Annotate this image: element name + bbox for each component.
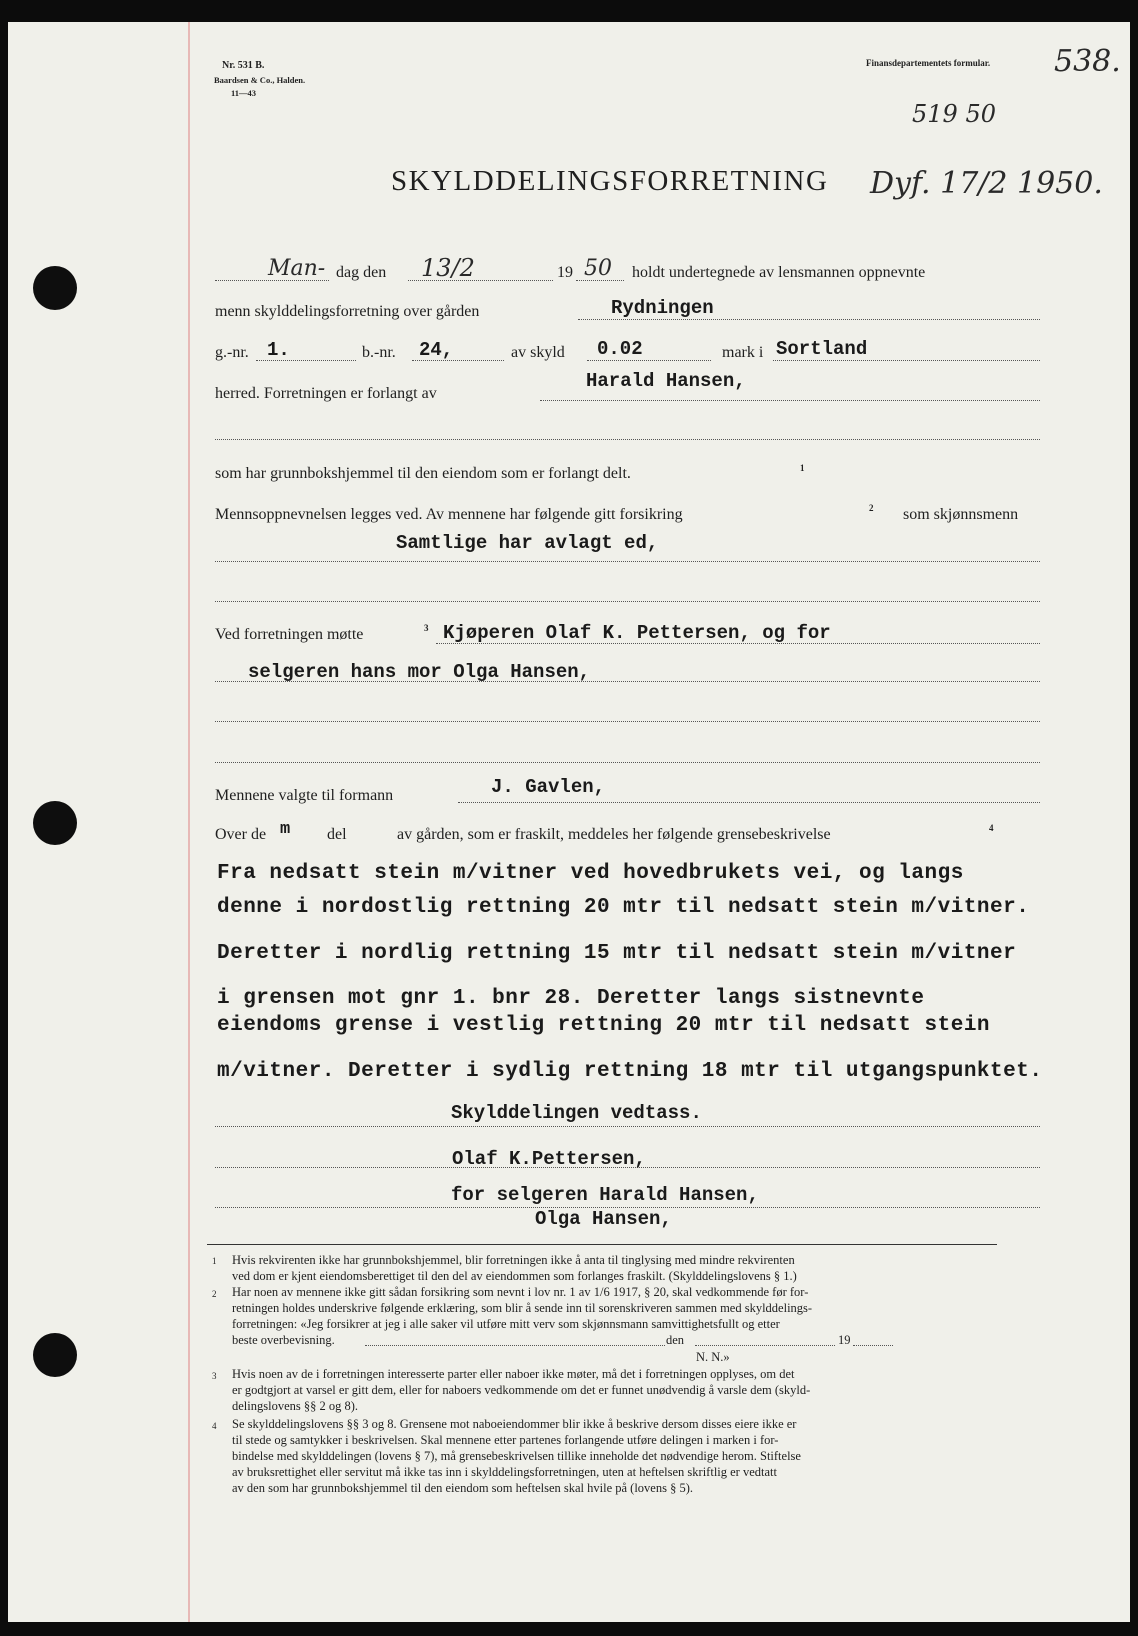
label-gnr: g.-nr. <box>215 344 249 361</box>
label-del: del <box>327 826 347 843</box>
footnote-4-line-4: av bruksrettighet eller servitut må ikke tas inn i skylddelingsforretningen, uten at heftelsen skriftlig er vedtatt <box>232 1465 777 1479</box>
approval-text: Skylddelingen vedtass. <box>451 1102 702 1124</box>
description-line-3: Deretter i nordlig rettning 15 mtr til nedsatt stein m/vitner <box>217 942 1017 965</box>
footnote-2-nn: N. N.» <box>696 1350 730 1364</box>
label-herred: herred. Forretningen er forlangt av <box>215 385 437 402</box>
bnr: 24, <box>419 339 454 361</box>
label-over: Over de <box>215 826 267 843</box>
attended-line-2: selgeren hans mor Olga Hansen, <box>248 661 591 683</box>
signature-line-3: Olga Hansen, <box>535 1208 672 1230</box>
footnote-4-line-1: Se skylddelingslovens §§ 3 og 8. Grensene mot naboeiendommer blir ikke å beskrive dersom disses eiere ikke er <box>232 1417 797 1431</box>
label-menn: Mennsoppnevnelsen legges ved. Av mennene har følgende gitt forsikring <box>215 506 683 523</box>
footnote-2-line-1: Har noen av mennene ikke gitt sådan forsikring som nevnt i lov nr. 1 av 1/6 1917, § 20, skal vedkommende før for- <box>232 1285 809 1299</box>
footnote-1-mark: 1 <box>212 1256 217 1266</box>
footnote-2-line-3: forretningen: «Jeg forsikrer at jeg i alle saker vil utføre mitt verv som skjønnsmann samvittighetsfullt og etter <box>232 1317 780 1331</box>
label-hjemmel: som har grunnbokshjemmel til den eiendom som er forlangt delt. <box>215 465 631 482</box>
municipality: Sortland <box>776 338 868 360</box>
printer-name: Baardsen & Co., Halden. <box>214 75 306 85</box>
footnote-4-line-5: av den som har grunnbokshjemmel til den eiendom som heftelsen skal hvile på (lovens § 5). <box>232 1481 694 1495</box>
footnote-1-line-1: Hvis rekvirenten ikke har grunnbokshjemmel, blir forretningen ikke å anta til tinglysing med mindre rekvirenten <box>232 1253 795 1267</box>
year-prefix: 19 <box>557 264 573 281</box>
label-holdt: holdt undertegnede av lensmannen oppnevnte <box>632 264 926 281</box>
footnote-ref-2: 2 <box>869 503 874 513</box>
page-number-handwritten: 538. <box>1054 44 1121 79</box>
label-formann: Mennene valgte til formann <box>215 787 394 804</box>
over-handwritten: m <box>280 820 291 839</box>
label-skyld: av skyld <box>511 344 565 361</box>
year: 50 <box>584 256 612 281</box>
punch-hole-middle <box>33 801 77 845</box>
footnote-3-mark: 3 <box>212 1371 217 1381</box>
footnote-ref-1: 1 <box>800 463 805 473</box>
label-motte: Ved forretningen møtte <box>215 626 364 643</box>
skyld-value: 0.02 <box>597 338 643 360</box>
footnote-ref-4: 4 <box>989 823 994 833</box>
register-number-handwritten: 519 50 <box>912 100 996 128</box>
weekday: Man- <box>268 256 326 281</box>
farm-name: Rydningen <box>611 297 714 319</box>
punch-hole-top <box>33 266 77 310</box>
description-line-4: i grensen mot gnr 1. bnr 28. Deretter langs sistnevnte <box>217 987 925 1010</box>
oath-text: Samtlige har avlagt ed, <box>396 532 659 554</box>
footnote-3-line-3: delingslovens §§ 2 og 8). <box>232 1399 359 1413</box>
description-line-6: m/vitner. Deretter i sydlig rettning 18 mtr til utgangspunktet. <box>217 1060 1043 1083</box>
chairman: J. Gavlen, <box>491 776 606 798</box>
description-line-5: eiendoms grense i vestlig rettning 20 mtr til nedsatt stein <box>217 1014 991 1037</box>
footnote-2-line-2: retningen holdes underskrive følgende erklæring, som blir å sende inn til sorenskriveren sammen med skylddelings- <box>232 1301 813 1315</box>
footnote-3-line-2: er godtgjort at varsel er gitt dem, eller for naboers vedkommende om det er funnet unødvendig å varsle dem (skyld- <box>232 1383 811 1397</box>
footnote-1-line-2: ved dom er kjent eiendomsberettiget til den del av eiendommen som forlanges fraskilt. (Skylddelingslovens § 1.) <box>232 1269 797 1283</box>
document-title: SKYLDDELINGSFORRETNING <box>391 165 829 197</box>
description-line-1: Fra nedsatt stein m/vitner ved hovedbrukets vei, og langs <box>217 862 964 885</box>
footnote-4-mark: 4 <box>212 1421 217 1431</box>
footnote-4-line-2: til stede og samtykker i beskrivelsen. Skal mennene etter partenes forlangende utføre delingen i marken i for- <box>232 1433 779 1447</box>
footnote-4-line-3: bindelse med skylddelingen (lovens § 7), må grensebeskrivelsen tillike inneholde det nødvendige herom. Stiftelse <box>232 1449 801 1463</box>
requested-by: Harald Hansen, <box>586 370 746 392</box>
label-mark: mark i <box>722 344 764 361</box>
ministry-form: Finansdepartementets formular. <box>866 58 991 68</box>
label-grense: av gården, som er fraskilt, meddeles her følgende grensebeskrivelse <box>397 826 831 843</box>
footnote-2-den: den <box>666 1333 685 1347</box>
footnote-rule <box>207 1244 997 1245</box>
date: 13/2 <box>421 254 475 282</box>
title-annotation-handwritten: Dyf. 17/2 1950. <box>870 166 1103 201</box>
punch-hole-bottom <box>33 1333 77 1377</box>
attended-line-1: Kjøperen Olaf K. Pettersen, og for <box>443 622 831 644</box>
description-line-2: denne i nordostlig rettning 20 mtr til nedsatt stein m/vitner. <box>217 896 1030 919</box>
signature-line-2: for selgeren Harald Hansen, <box>451 1184 759 1206</box>
form-number: Nr. 531 B. <box>222 60 265 71</box>
signature-line-1: Olaf K.Pettersen, <box>452 1148 646 1170</box>
label-dag-den: dag den <box>336 264 387 281</box>
footnote-2-line-4: beste overbevisning. <box>232 1333 335 1347</box>
margin-line <box>188 22 190 1622</box>
footnote-ref-3: 3 <box>424 623 429 633</box>
label-bnr: b.-nr. <box>362 344 396 361</box>
label-gaarden: menn skylddelingsforretning over gården <box>215 303 480 320</box>
footnote-2-mark: 2 <box>212 1289 217 1299</box>
footnote-3-line-1: Hvis noen av de i forretningen interesserte parter eller naboer ikke møter, må det i forretningen opplyses, om det <box>232 1367 795 1381</box>
footnote-2-year: 19 <box>838 1333 851 1347</box>
print-date: 11—43 <box>231 88 257 98</box>
label-skjonnsmenn: som skjønnsmenn <box>903 506 1019 523</box>
gnr: 1. <box>267 339 290 361</box>
